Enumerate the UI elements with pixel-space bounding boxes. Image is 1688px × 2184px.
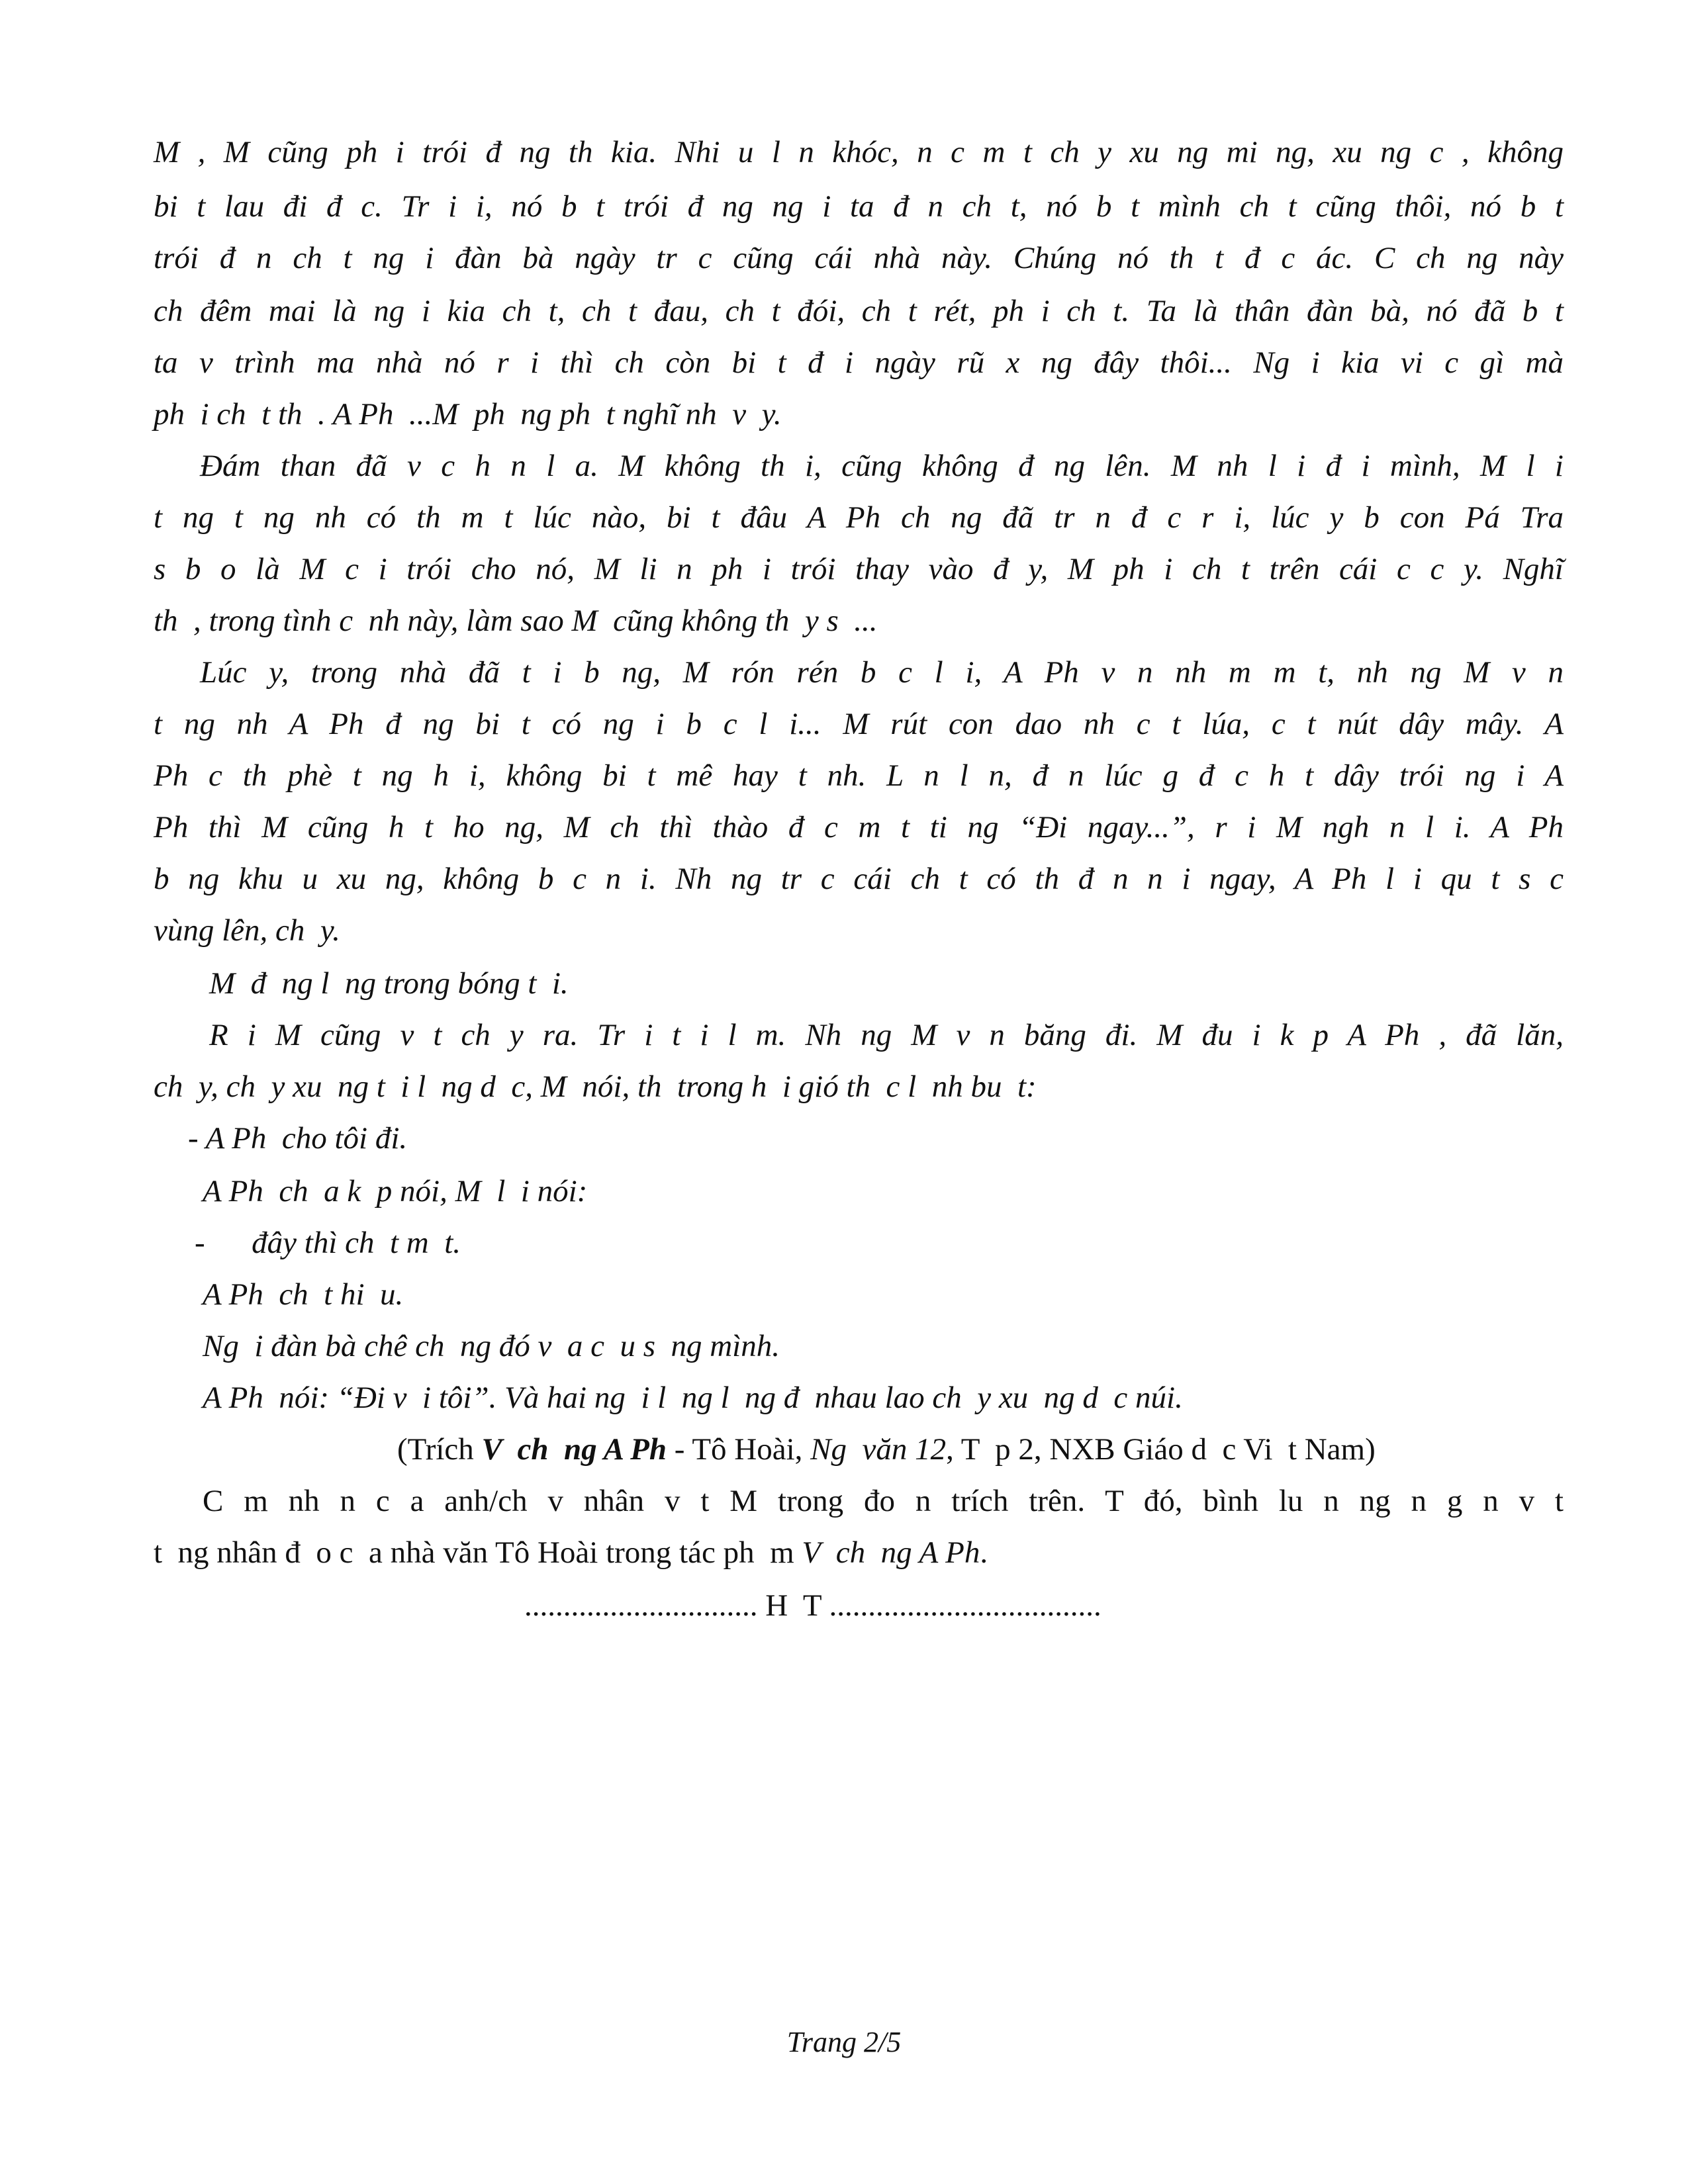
- text-line: th , trong tình c nh này, làm sao M cũng không th y s ...: [154, 604, 878, 638]
- question-prompt-line: C m nh n c a anh/ch v nhân v t M trong đo n trích trên. T đó, bình lu n ng n g n v t: [203, 1484, 1564, 1518]
- text-line: vùng lên, ch y.: [154, 913, 340, 948]
- prompt-suffix: .: [980, 1535, 988, 1570]
- dialogue-line: - A Ph cho tôi đi.: [188, 1121, 408, 1156]
- citation-author: - Tô Hoài,: [667, 1432, 811, 1467]
- prompt-work-title: V ch ng A Ph: [802, 1535, 980, 1570]
- citation-rest: , T p 2, NXB Giáo d c Vi t Nam): [946, 1432, 1376, 1467]
- text-line: ta v trình ma nhà nó r i thì ch còn bi t đ i ngày rũ x ng đây thôi... Ng i kia vi c gì mà: [154, 345, 1564, 380]
- text-line: M , M cũng ph i trói đ ng th kia. Nhi u l n khóc, n c m t ch y xu ng mi ng, xu ng c , không: [154, 135, 1564, 169]
- question-prompt-line: [154, 1533, 988, 1572]
- text-line: Đám than đã v c h n l a. M không th i, cũng không đ ng lên. M nh l i đ i mình, M l i: [200, 449, 1564, 483]
- end-of-exam-marker: .............................. H T ...................................: [524, 1588, 1102, 1623]
- text-line: M đ ng l ng trong bóng t i.: [209, 966, 569, 1001]
- citation-open: (Trích: [397, 1432, 482, 1467]
- text-line: ch y, ch y xu ng t i l ng d c, M nói, th trong h i gió th c l nh bu t:: [154, 1069, 1037, 1104]
- citation-work-title: V ch ng A Ph: [481, 1432, 667, 1467]
- citation: [397, 1430, 1376, 1469]
- text-line: R i M cũng v t ch y ra. Tr i t i l m. Nh ng M v n băng đi. M đu i k p A Ph , đã lăn,: [209, 1018, 1564, 1052]
- text-line: trói đ n ch t ng i đàn bà ngày tr c cũng cái nhà này. Chúng nó th t đ c ác. C ch ng này: [154, 241, 1564, 275]
- text-line: Ph thì M cũng h t ho ng, M ch thì thào đ c m t ti ng “Đi ngay...”, r i M ngh n l i. A Ph: [154, 810, 1564, 844]
- text-line: bi t lau đi đ c. Tr i i, nó b t trói đ ng ng i ta đ n ch t, nó b t mình ch t cũng thôi, nó b t: [154, 189, 1564, 224]
- text-line: Ng i đàn bà chê ch ng đó v a c u s ng mình.: [203, 1329, 780, 1363]
- text-line: b ng khu u xu ng, không b c n i. Nh ng tr c cái ch t có th đ n n i ngay, A Ph l i qu t s c: [154, 862, 1564, 896]
- prompt-prefix: t ng nhân đ o c a nhà văn Tô Hoài trong tác ph m: [154, 1535, 802, 1570]
- text-line: ph i ch t th . A Ph ...M ph ng ph t nghĩ nh v y.: [154, 397, 782, 432]
- page-number: Trang 2/5: [786, 2026, 902, 2058]
- text-line: t ng t ng nh có th m t lúc nào, bi t đâu A Ph ch ng đã tr n đ c r i, lúc y b con Pá Tra: [154, 500, 1564, 535]
- text-line: Lúc y, trong nhà đã t i b ng, M rón rén b c l i, A Ph v n nh m m t, nh ng M v n: [200, 655, 1564, 690]
- text-line: t ng nh A Ph đ ng bi t có ng i b c l i... M rút con dao nh c t lúa, c t nút dây mây. A: [154, 707, 1564, 741]
- text-line: Ph c th phè t ng h i, không bi t mê hay t nh. L n l n, đ n lúc g đ c h t dây trói ng i A: [154, 758, 1564, 793]
- text-line: s b o là M c i trói cho nó, M li n ph i trói thay vào đ y, M ph i ch t trên cái c c y. Nghĩ: [154, 552, 1564, 586]
- text-line: A Ph nói: “Đi v i tôi”. Và hai ng i l ng l ng đ nhau lao ch y xu ng d c núi.: [203, 1381, 1183, 1415]
- text-line: A Ph ch t hi u.: [203, 1277, 404, 1312]
- citation-book: Ng văn 12: [810, 1432, 947, 1467]
- dialogue-line: - đây thì ch t m t.: [195, 1226, 461, 1260]
- text-line: A Ph ch a k p nói, M l i nói:: [203, 1174, 588, 1208]
- text-line: ch đêm mai là ng i kia ch t, ch t đau, ch t đói, ch t rét, ph i ch t. Ta là thân đàn bà, nó đã b t: [154, 294, 1564, 328]
